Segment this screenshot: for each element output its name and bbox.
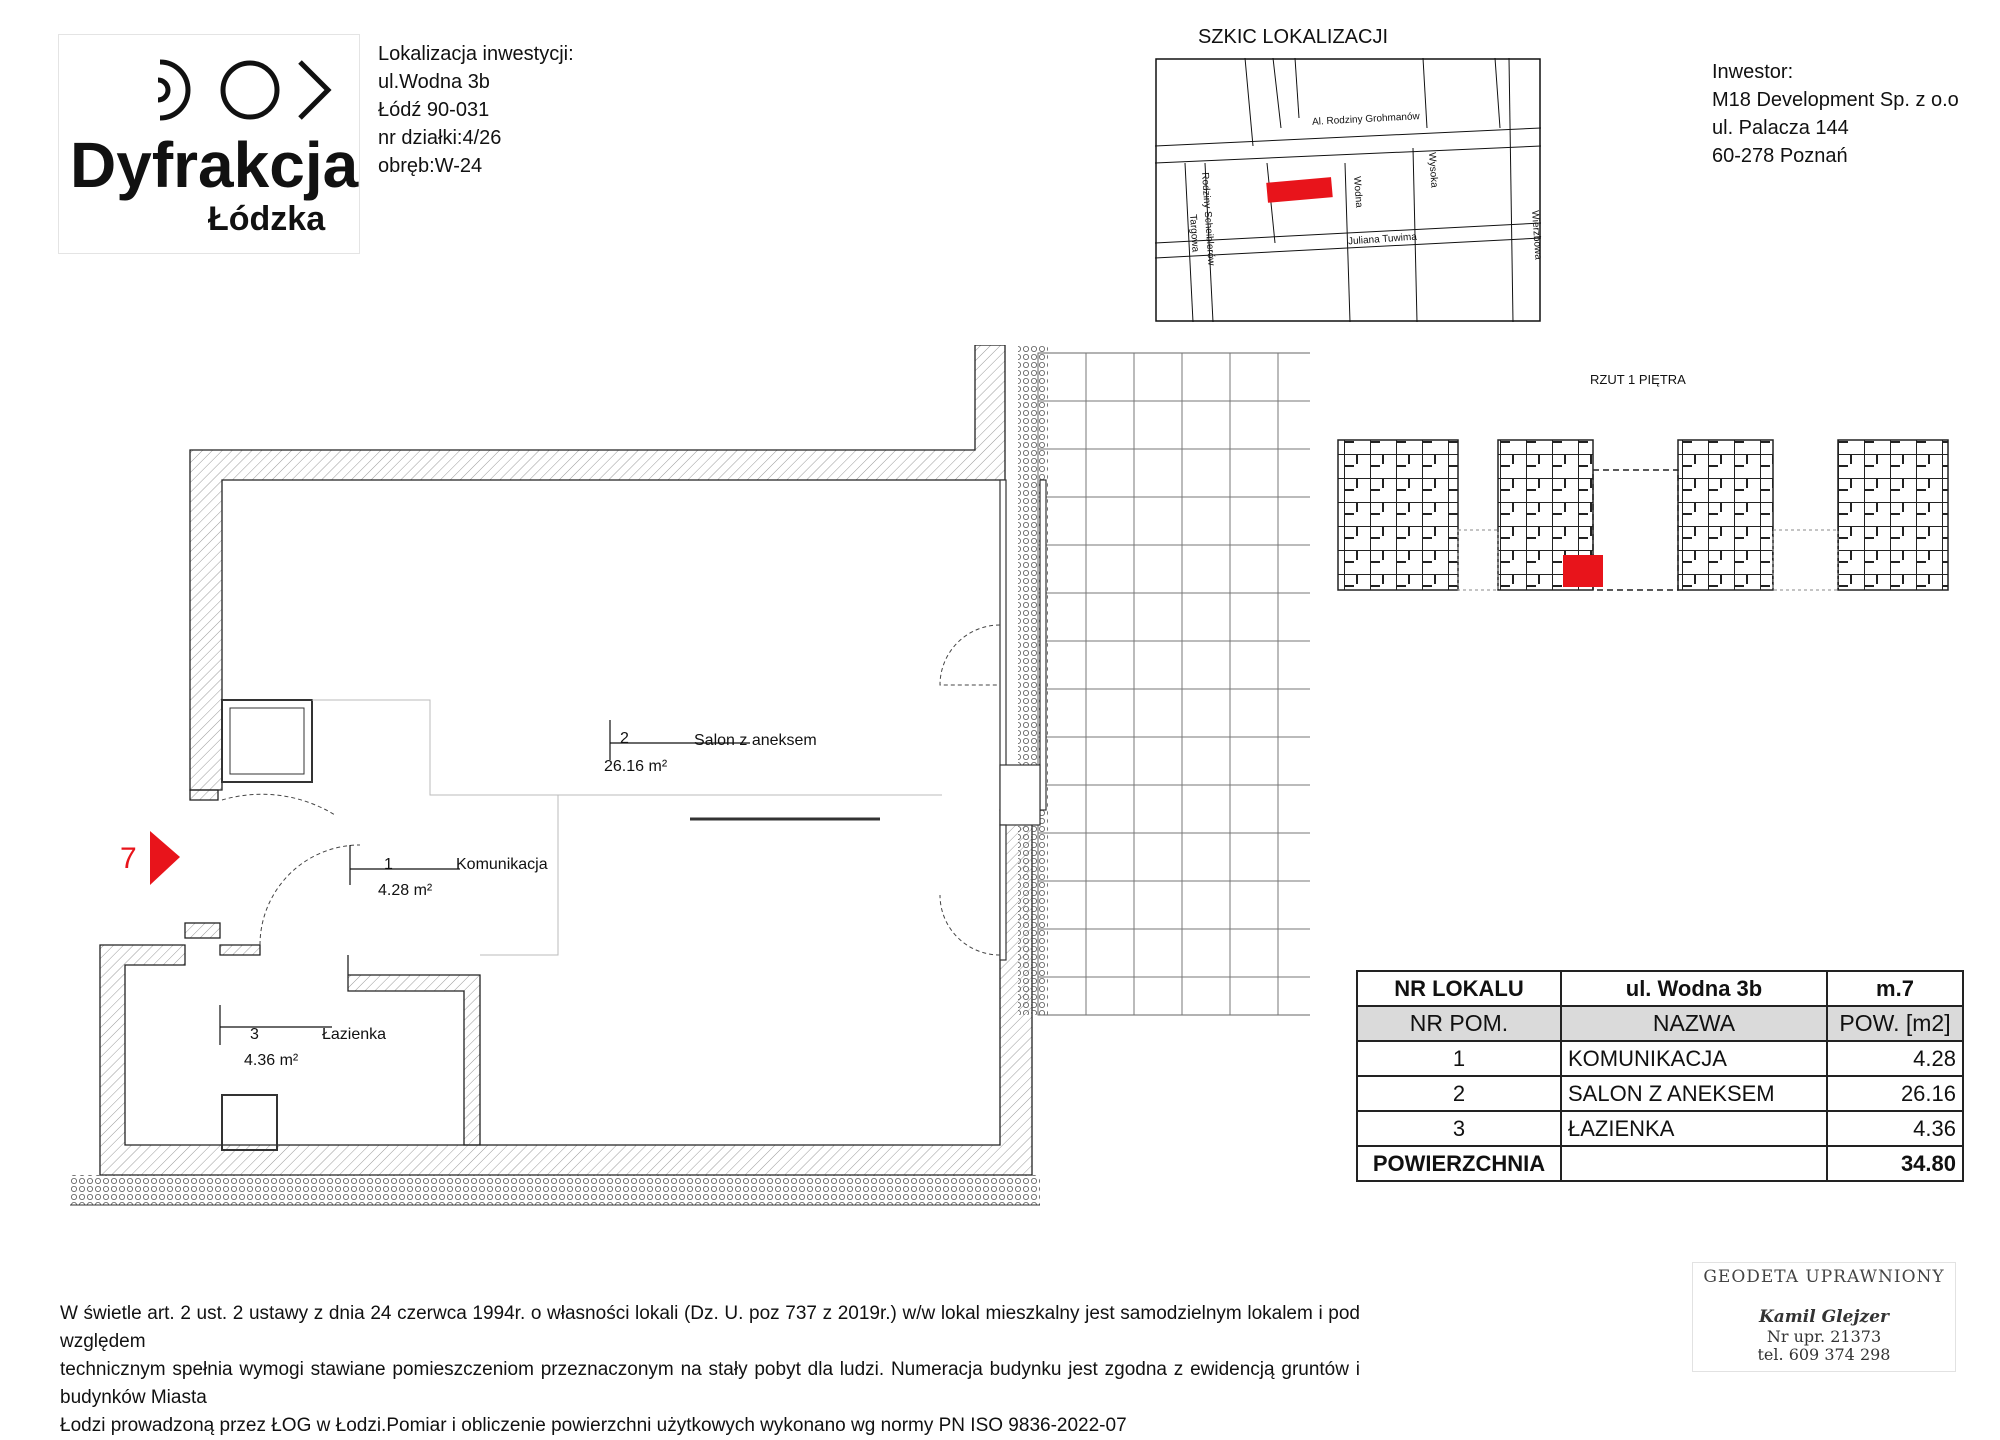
sketch-title: SZKIC LOKALIZACJI [1197,26,1389,48]
stamp-title: GEODETA UPRAWNIONY [1703,1267,1945,1287]
legal-line: W świetle art. 2 ust. 2 ustawy z dnia 24 czerwca 1994r. o własności lokali (Dz. U. poz 737 z 2019r.) w/w lokal mieszkalny jest samodzielnym lokalem i pod względem [60,1303,1360,1352]
street-label: Wodna [1351,176,1365,209]
total-empty-cell [1561,1146,1827,1181]
location-precinct: obręb:W-24 [378,155,483,177]
table-total-row [1357,1146,1963,1181]
location-city: Łódź 90-031 [378,99,490,121]
room-name-cell: SALON Z ANEKSEM [1561,1076,1827,1111]
total-value: 34.80 [1827,1146,1963,1181]
location-heading: Lokalizacja inwestycji: [378,43,574,65]
location-plot: nr działki:4/26 [378,127,502,149]
table-row [1357,1076,1963,1111]
location-info [378,40,574,180]
street-label: Wysoka [1426,152,1440,189]
column-header: NR POM. [1357,1006,1561,1041]
location-sketch-map [1155,58,1544,322]
floor-plan [70,345,1310,1230]
surveyor-stamp [1692,1262,1956,1372]
room-area: 4.28 m² [378,882,433,899]
total-label: POWIERZCHNIA [1357,1146,1561,1181]
table-column-header-row [1357,1006,1963,1041]
room-number: 3 [250,1026,259,1043]
room-name: Łazienka [322,1026,387,1043]
legal-line: technicznym spełnia wymogi stawiane pomieszczeniom przeznaczonym na stały pobyt dla ludzi. Numeracja budynku jest zgodna z ewidencją gruntów i budynków Miasta [60,1359,1360,1408]
stamp-name: Kamil Glejzer [1759,1307,1889,1327]
street-label: Targowa [1187,214,1201,253]
investor-company: M18 Development Sp. z o.o [1712,89,1959,111]
room-name: Komunikacja [456,856,548,873]
room-name: Salon z aneksem [694,732,817,749]
table-row [1357,1111,1963,1146]
room-area-cell: 26.16 [1827,1076,1963,1111]
investor-info [1712,58,1959,170]
investor-heading: Inwestor: [1712,61,1794,83]
logo-mark-icon [150,50,360,130]
apartment-marker-icon [150,831,180,885]
floor-overview-title: RZUT 1 PIĘTRA [1590,372,1686,387]
logo-subtitle: Łódzka [208,200,326,238]
room-name-cell: KOMUNIKACJA [1561,1041,1827,1076]
stamp-license: Nr upr. 21373 [1766,1327,1882,1346]
room-name-cell: ŁAZIENKA [1561,1111,1827,1146]
street-label: Rodziny Scheiblerów [1199,172,1217,266]
terrace-grid [1038,353,1310,1015]
table-row [1357,1041,1963,1076]
unit-label: NR LOKALU [1357,971,1561,1006]
legal-line: Łodzi prowadzoną przez ŁOG w Łodzi.Pomiar i obliczenie powierzchni użytkowych wykonano wg normy PN ISO 9836-2022-07 [60,1415,1127,1436]
room-area-cell: 4.36 [1827,1111,1963,1146]
room-number: 2 [620,730,629,747]
room-area-cell: 4.28 [1827,1041,1963,1076]
room-no-cell: 2 [1357,1076,1561,1111]
column-header: NAZWA [1561,1006,1827,1041]
room-number: 1 [384,856,393,873]
unit-number: m.7 [1827,971,1963,1006]
street-label: Juliana Tuwima [1347,231,1418,248]
room-area: 4.36 m² [244,1052,299,1069]
floor-overview-diagram [1318,430,1958,598]
room-no-cell: 3 [1357,1111,1561,1146]
table-header-row [1357,971,1963,1006]
legal-statement [60,1300,1360,1440]
area-summary-table [1356,970,1964,1182]
investor-city: 60-278 Poznań [1712,145,1848,167]
investor-street: ul. Palacza 144 [1712,117,1849,139]
room-area: 26.16 m² [604,758,668,775]
column-header: POW. [m2] [1827,1006,1963,1041]
logo-title: Dyfrakcja [70,129,359,201]
stamp-phone: tel. 609 374 298 [1757,1345,1891,1364]
street-label: Al. Rodziny Grohmanów [1311,111,1421,128]
street-label: Wierzbowa [1529,210,1544,261]
room-no-cell: 1 [1357,1041,1561,1076]
unit-address: ul. Wodna 3b [1561,971,1827,1006]
apartment-marker-number: 7 [120,842,137,875]
location-street: ul.Wodna 3b [378,71,490,93]
